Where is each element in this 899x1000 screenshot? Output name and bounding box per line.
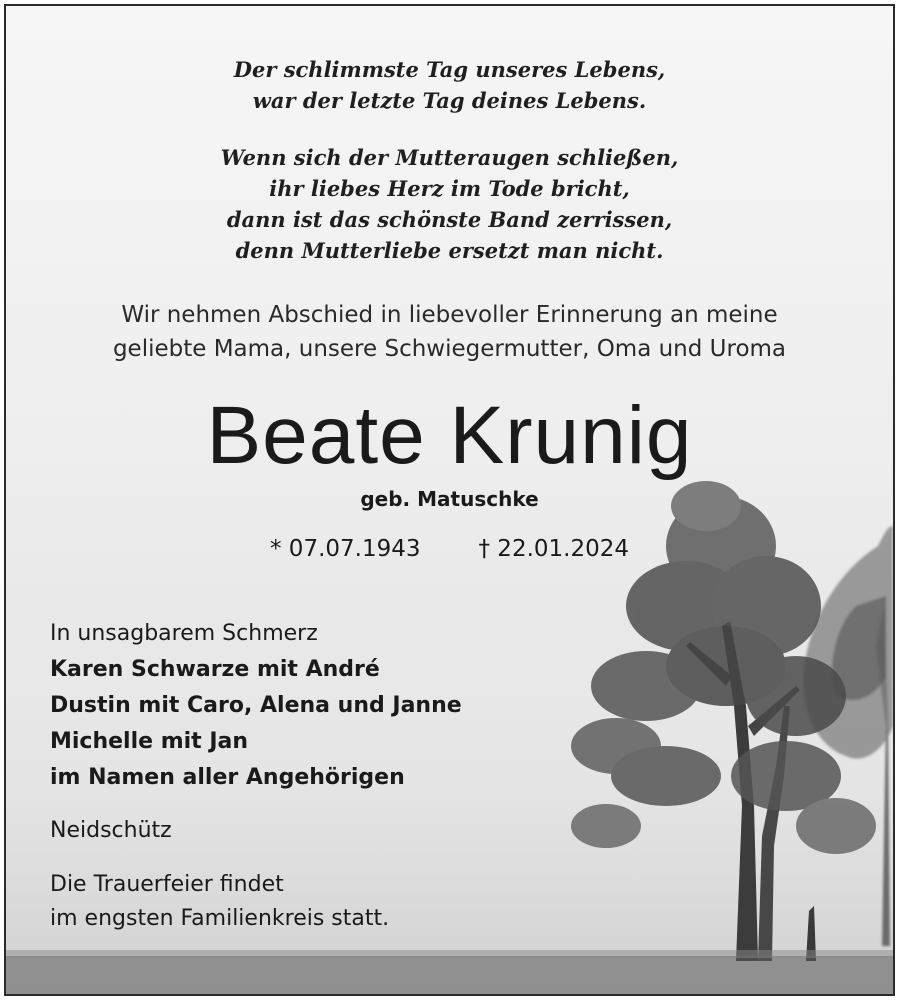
funeral-line: Die Trauerfeier findet xyxy=(50,872,284,897)
quote-line: denn Mutterliebe ersetzt man nicht. xyxy=(235,238,664,263)
intro-line: geliebte Mama, unsere Schwiegermutter, Oma und Uroma xyxy=(112,336,787,362)
mourner-name: Dustin mit Caro, Alena und Janne xyxy=(50,693,462,718)
funeral-note xyxy=(50,868,389,936)
death-date: † 22.01.2024 xyxy=(478,536,629,562)
mourners-block xyxy=(50,616,462,796)
deceased-name: Beate Krunig xyxy=(206,390,693,481)
quote-line: war der letzte Tag deines Lebens. xyxy=(252,88,647,113)
mourner-name: Michelle mit Jan xyxy=(50,729,249,754)
quote-first xyxy=(6,54,893,116)
quote-line: ihr liebes Herz im Tode bricht, xyxy=(269,176,630,201)
mourners-intro: In unsagbarem Schmerz xyxy=(50,621,318,646)
quote-line: Wenn sich der Mutteraugen schließen, xyxy=(220,145,679,170)
funeral-line: im engsten Familienkreis statt. xyxy=(50,906,390,931)
life-dates xyxy=(6,532,893,566)
quote-line: dann ist das schönste Band zerrissen, xyxy=(226,207,673,232)
birth-date: * 07.07.1943 xyxy=(270,536,421,562)
intro-line: Wir nehmen Abschied in liebevoller Erinnerung an meine xyxy=(121,302,778,328)
quote-second xyxy=(6,142,893,266)
maiden-name: geb. Matuschke xyxy=(360,487,539,511)
farewell-intro xyxy=(6,298,893,366)
place-name: Neidschütz xyxy=(50,818,172,843)
mourner-name: im Namen aller Angehörigen xyxy=(50,765,405,790)
obituary-card xyxy=(4,4,895,996)
quote-line: Der schlimmste Tag unseres Lebens, xyxy=(233,57,666,82)
mourner-name: Karen Schwarze mit André xyxy=(50,657,380,682)
ground xyxy=(6,956,893,994)
